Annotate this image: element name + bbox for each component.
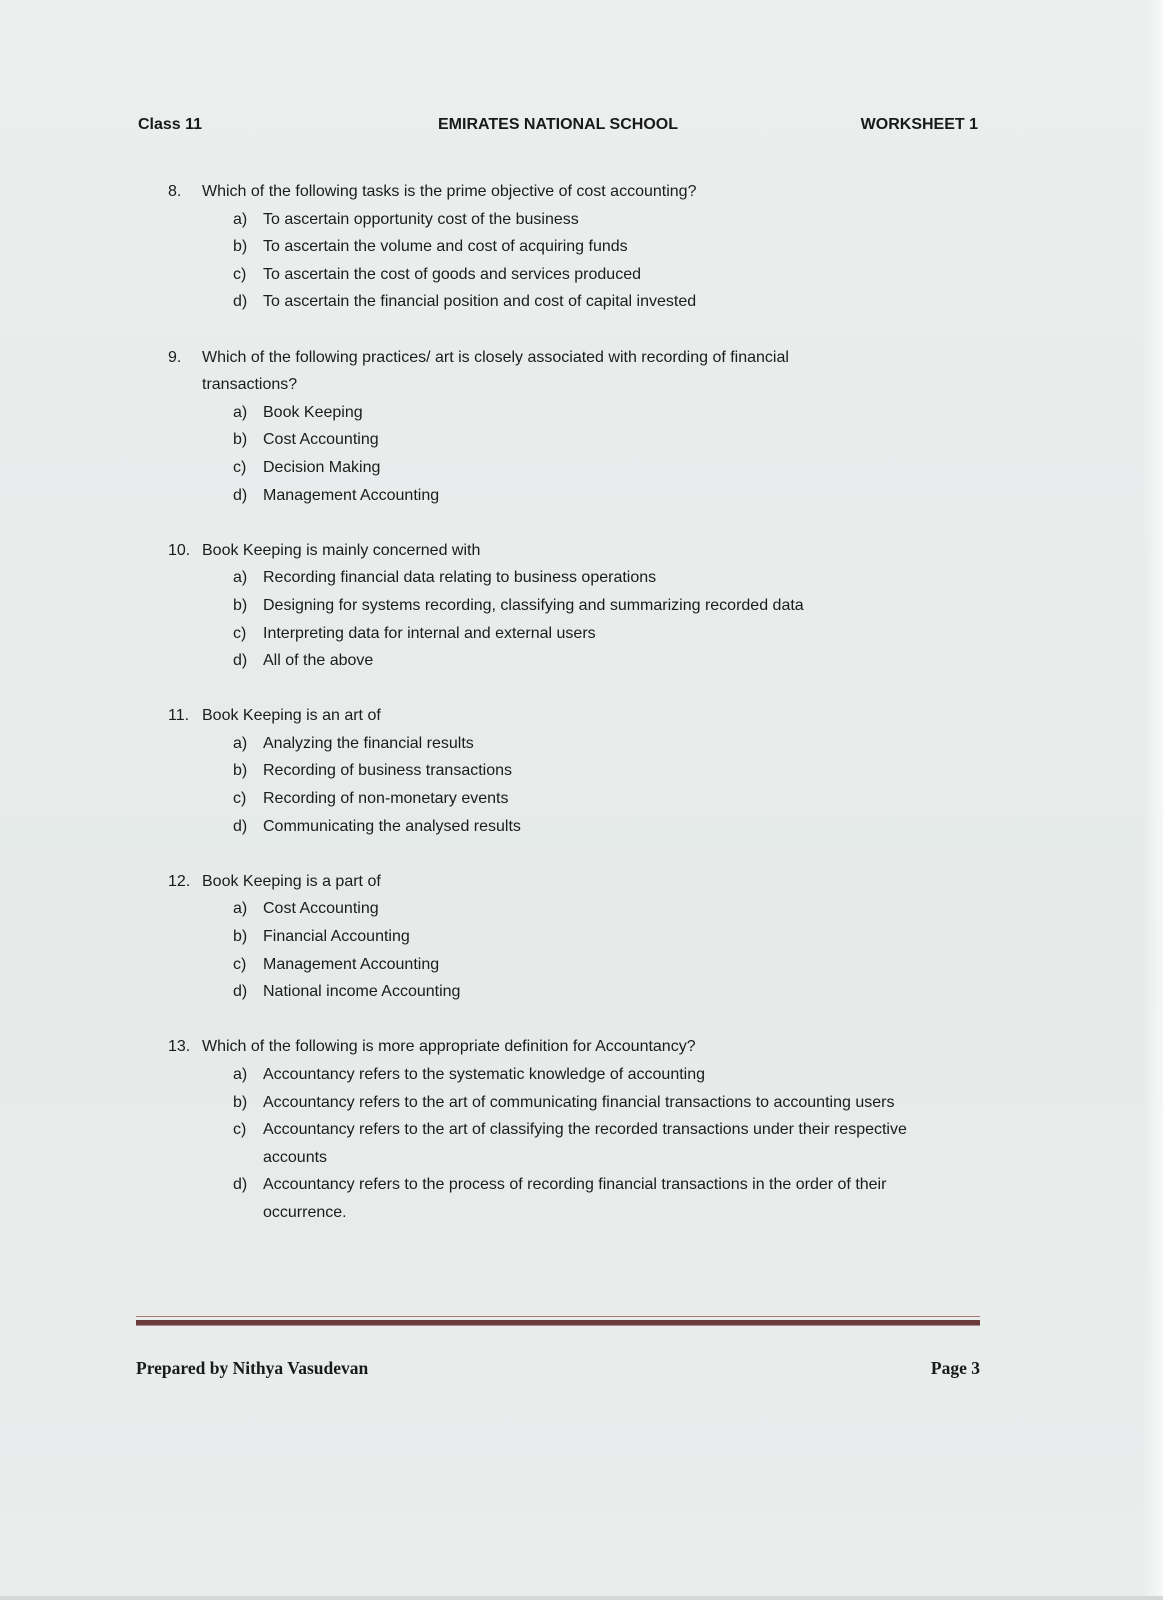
option-text: Financial Accounting	[263, 928, 410, 946]
question-number: 10.	[168, 541, 191, 559]
option-list	[168, 399, 968, 509]
school-name: EMIRATES NATIONAL SCHOOL	[438, 116, 678, 133]
option-text: Management Accounting	[263, 955, 440, 973]
option-letter: b)	[233, 596, 248, 614]
option-item	[233, 261, 968, 289]
question-text: Book Keeping is a part of	[202, 872, 381, 890]
option-text: Management Accounting	[263, 486, 440, 504]
option-item	[233, 1116, 968, 1171]
option-letter: d)	[233, 486, 248, 504]
option-text: Cost Accounting	[263, 900, 379, 918]
option-list	[168, 564, 968, 674]
page-number: Page 3	[930, 1358, 980, 1378]
question-8	[168, 178, 968, 316]
footer-divider-thin	[136, 1316, 980, 1317]
question-9	[168, 344, 968, 510]
option-letter: a)	[233, 900, 248, 918]
option-item	[233, 785, 968, 813]
option-text: Accountancy refers to the process of recording financial transactions in the order of their occurrence.	[263, 1176, 887, 1221]
option-letter: c)	[233, 955, 247, 973]
option-item	[233, 1089, 968, 1117]
option-letter: a)	[233, 569, 248, 587]
option-letter: a)	[233, 403, 248, 421]
option-text: Recording of non-monetary events	[263, 790, 509, 808]
question-text: Which of the following practices/ art is closely associated with recording of financial transactions?	[202, 348, 789, 394]
option-text: Designing for systems recording, classifying and summarizing recorded data	[263, 596, 804, 614]
option-letter: b)	[233, 762, 248, 780]
question-text: Book Keeping is mainly concerned with	[202, 541, 481, 559]
question-text: Which of the following tasks is the prime objective of cost accounting?	[202, 183, 697, 200]
option-item	[233, 1171, 968, 1226]
question-text: Book Keeping is an art of	[202, 707, 381, 725]
option-item	[233, 1061, 968, 1089]
option-text: Interpreting data for internal and external users	[263, 624, 596, 642]
option-letter: c)	[233, 265, 247, 283]
prepared-by: Prepared by Nithya Vasudevan	[136, 1358, 369, 1378]
question-number: 8.	[168, 183, 182, 200]
option-item	[233, 647, 968, 675]
option-item	[233, 482, 968, 510]
option-letter: c)	[233, 790, 247, 808]
footer-divider	[136, 1320, 980, 1326]
option-letter: b)	[233, 928, 248, 946]
class-label: Class 11	[138, 116, 203, 133]
option-text: To ascertain opportunity cost of the business	[263, 210, 579, 228]
option-item	[233, 206, 968, 234]
question-13	[168, 1033, 968, 1226]
option-item	[233, 757, 968, 785]
option-letter: a)	[233, 734, 248, 752]
option-item	[233, 233, 968, 261]
option-letter: a)	[233, 1066, 248, 1083]
option-item	[233, 399, 968, 427]
question-10	[168, 537, 968, 675]
option-item	[233, 592, 968, 620]
option-text: To ascertain the volume and cost of acquiring funds	[263, 238, 628, 256]
option-letter: c)	[233, 624, 247, 642]
option-letter: d)	[233, 1176, 248, 1194]
option-letter: b)	[233, 1093, 248, 1111]
option-list	[168, 206, 968, 316]
worksheet-label: WORKSHEET 1	[860, 116, 978, 133]
option-letter: b)	[233, 238, 248, 256]
question-text: Which of the following is more appropriate definition for Accountancy?	[202, 1038, 696, 1056]
option-item	[233, 730, 968, 758]
option-text: To ascertain the financial position and cost of capital invested	[263, 293, 697, 311]
scan-edge-right	[1143, 0, 1163, 1600]
scan-edge-bottom	[0, 1596, 1163, 1600]
option-letter: a)	[233, 210, 248, 228]
option-item	[233, 923, 968, 951]
option-item	[233, 288, 968, 316]
question-number: 13.	[168, 1038, 191, 1056]
option-item	[233, 454, 968, 482]
option-letter: c)	[233, 1121, 247, 1139]
option-item	[233, 895, 968, 923]
question-number: 9.	[168, 348, 182, 366]
question-number: 12.	[168, 872, 191, 890]
option-letter: d)	[233, 652, 248, 670]
option-item	[233, 978, 968, 1006]
option-item	[233, 564, 968, 592]
option-item	[233, 620, 968, 648]
option-text: Accountancy refers to the art of communicating financial transactions to accounting users	[263, 1093, 895, 1111]
option-letter: b)	[233, 431, 248, 449]
option-letter: c)	[233, 458, 247, 476]
option-letter: d)	[233, 817, 248, 835]
page-header	[138, 116, 978, 140]
option-list	[168, 730, 968, 840]
option-text: Decision Making	[263, 458, 381, 476]
option-text: Book Keeping	[263, 403, 363, 421]
option-text: Recording of business transactions	[263, 762, 513, 780]
option-text: Analyzing the financial results	[263, 734, 474, 752]
option-text: To ascertain the cost of goods and services produced	[263, 265, 641, 283]
option-text: National income Accounting	[263, 983, 461, 1001]
question-number: 11.	[168, 707, 190, 725]
question-list	[168, 178, 968, 1254]
option-text: Accountancy refers to the systematic knowledge of accounting	[263, 1066, 706, 1083]
option-text: Recording financial data relating to business operations	[263, 569, 657, 587]
option-text: Cost Accounting	[263, 431, 379, 449]
option-text: Accountancy refers to the art of classifying the recorded transactions under their respective accounts	[263, 1121, 907, 1166]
option-item	[233, 951, 968, 979]
option-item	[233, 813, 968, 841]
page-footer	[136, 1358, 980, 1384]
option-letter: d)	[233, 293, 248, 311]
option-text: All of the above	[263, 652, 374, 670]
option-item	[233, 426, 968, 454]
option-list	[168, 1061, 968, 1227]
option-letter: d)	[233, 983, 248, 1001]
question-11	[168, 702, 968, 840]
question-12	[168, 868, 968, 1006]
option-text: Communicating the analysed results	[263, 817, 521, 835]
option-list	[168, 895, 968, 1005]
